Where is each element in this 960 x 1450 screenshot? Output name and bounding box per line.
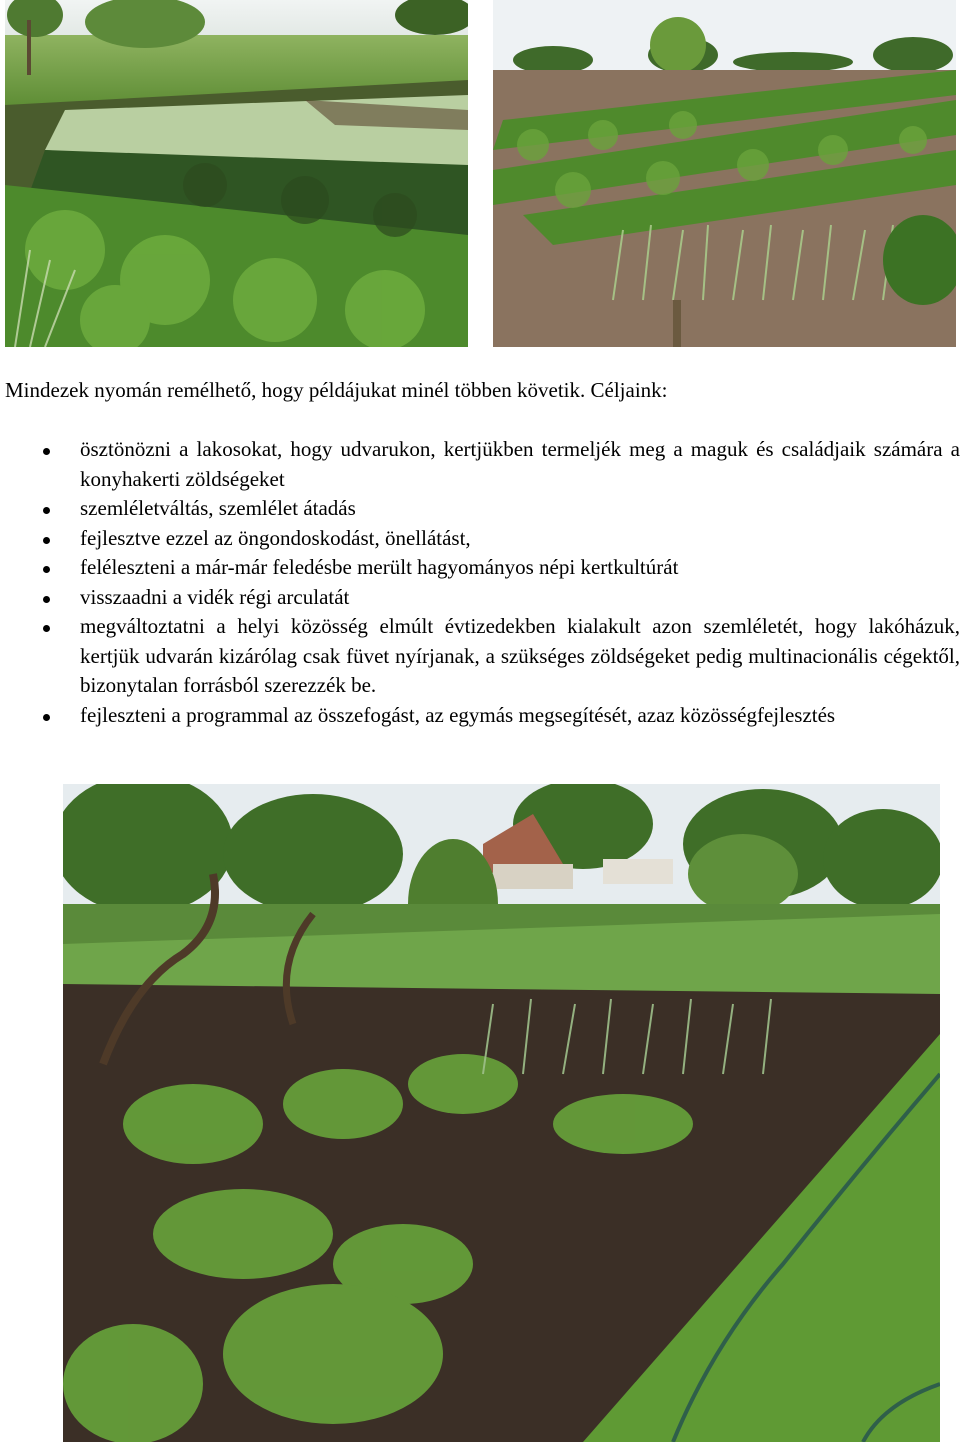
bullet-icon <box>43 448 50 455</box>
list-item: fejleszteni a programmal az összefogást, az egymás megsegítését, azaz közösségfejlesztés <box>0 701 960 731</box>
garden-photo-top-left <box>5 0 468 347</box>
vegetable-garden-photo-icon <box>5 0 468 347</box>
garden-photo-bottom <box>63 784 940 1442</box>
list-item: feléleszteni a már-már feledésbe merült hagyományos népi kertkultúrát <box>0 553 960 583</box>
bullet-icon <box>43 537 50 544</box>
bullet-icon <box>43 596 50 603</box>
list-item: ösztönözni a lakosokat, hogy udvarukon, kertjükben termeljék meg a maguk és családjaik számára a konyhakerti zöldségeket <box>0 435 960 494</box>
list-item: szemléletváltás, szemlélet átadás <box>0 494 960 524</box>
list-item: fejlesztve ezzel az öngondoskodást, önellátást, <box>0 524 960 554</box>
bullet-icon <box>43 507 50 514</box>
vegetable-rows-photo-icon <box>493 0 956 347</box>
garden-photo-top-right <box>493 0 956 347</box>
bullet-icon <box>43 566 50 573</box>
intro-paragraph: Mindezek nyomán remélhető, hogy példájukat minél többen követik. Céljaink: <box>5 378 668 402</box>
bullet-icon <box>43 625 50 632</box>
list-item: visszaadni a vidék régi arculatát <box>0 583 960 613</box>
home-garden-photo-icon <box>63 784 940 1442</box>
list-item: megváltoztatni a helyi közösség elmúlt évtizedekben kialakult azon szemléletét, hogy lakóházuk, kertjük udvarán kizárólag csak füvet nyírjanak, a szükséges zöldségeket pedig multinacionális cégektől, bizonytalan forrásból szerezzék be. <box>0 612 960 701</box>
goals-list <box>0 435 960 730</box>
bullet-icon <box>43 714 50 721</box>
